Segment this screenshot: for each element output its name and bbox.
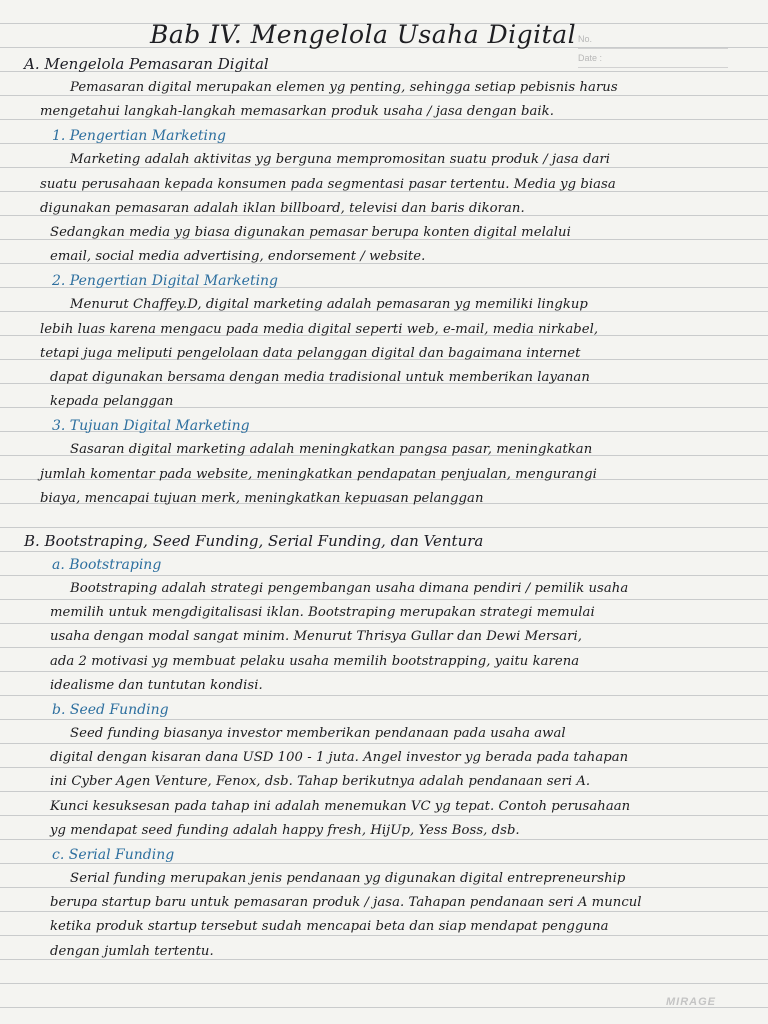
text-line: ketika produk startup tersebut sudah mencapai beta dan siap mendapat pengguna [50, 919, 609, 935]
text-line: dengan jumlah tertentu. [50, 943, 214, 959]
page-title: Bab IV. Mengelola Usaha Digital [150, 20, 577, 49]
text-line: digital dengan kisaran dana USD 100 - 1 juta. Angel investor yg berada pada tahapan [50, 750, 629, 766]
text-line: ada 2 motivasi yg membuat pelaku usaha memilih bootstrapping, yaitu karena [50, 653, 580, 669]
text-line: Menurut Chaffey.D, digital marketing adalah pemasaran yg memiliki lingkup [70, 297, 588, 313]
text-line: Sedangkan media yg biasa digunakan pemasar berupa konten digital melalui [50, 225, 571, 241]
text-line: suatu perusahaan kepada konsumen pada segmentasi pasar tertentu. Media yg biasa [40, 176, 616, 192]
text-line: Serial funding merupakan jenis pendanaan yg digunakan digital entrepreneurship [70, 871, 626, 887]
text-line: idealisme dan tuntutan kondisi. [50, 677, 263, 693]
text-line: Seed funding biasanya investor memberikan pendanaan pada usaha awal [70, 726, 566, 742]
subheading-pengertian-digital-marketing: 2. Pengertian Digital Marketing [52, 273, 279, 290]
subheading-bootstraping: a. Bootstraping [52, 557, 162, 574]
text-line: mengetahui langkah-langkah memasarkan produk usaha / jasa dengan baik. [40, 104, 554, 120]
text-line: jumlah komentar pada website, meningkatkan pendapatan penjualan, mengurangi [40, 466, 597, 482]
subheading-tujuan-digital-marketing: 3. Tujuan Digital Marketing [52, 418, 250, 435]
text-line: usaha dengan modal sangat minim. Menurut Thrisya Gullar dan Dewi Mersari, [50, 629, 582, 645]
no-label: No. [578, 30, 728, 49]
text-line: memilih untuk mengdigitalisasi iklan. Bootstraping merupakan strategi memulai [50, 605, 595, 621]
text-line: berupa startup baru untuk pemasaran produk / jasa. Tahapan pendanaan seri A muncul [50, 895, 642, 911]
brand-logo: MIRAGE [666, 996, 716, 1008]
text-line: Kunci kesuksesan pada tahap ini adalah menemukan VC yg tepat. Contoh perusahaan [50, 798, 631, 814]
section-a-heading: A. Mengelola Pemasaran Digital [24, 55, 269, 73]
subheading-seed-funding: b. Seed Funding [52, 702, 169, 719]
text-line: kepada pelanggan [50, 394, 174, 410]
text-line: dapat digunakan bersama dengan media tradisional untuk memberikan layanan [50, 370, 590, 386]
subheading-pengertian-marketing: 1. Pengertian Marketing [52, 128, 226, 145]
text-line: Sasaran digital marketing adalah meningkatkan pangsa pasar, meningkatkan [70, 442, 593, 458]
section-b-heading: B. Bootstraping, Seed Funding, Serial Funding, dan Ventura [24, 532, 484, 551]
text-line: Bootstraping adalah strategi pengembangan usaha dimana pendiri / pemilik usaha [70, 581, 629, 597]
text-line: tetapi juga meliputi pengelolaan data pelanggan digital dan bagaimana internet [40, 345, 581, 361]
text-line: biaya, mencapai tujuan merk, meningkatkan kepuasan pelanggan [40, 490, 484, 506]
text-line: Pemasaran digital merupakan elemen yg penting, sehingga setiap pebisnis harus [70, 80, 618, 95]
subheading-serial-funding: c. Serial Funding [52, 847, 175, 864]
date-label: Date : [578, 49, 728, 68]
text-line: email, social media advertising, endorsement / website. [50, 249, 426, 265]
text-line: digunakan pemasaran adalah iklan billboard, televisi dan baris dikoran. [40, 200, 525, 216]
text-line: Marketing adalah aktivitas yg berguna mempromositan suatu produk / jasa dari [70, 152, 611, 168]
text-line: ini Cyber Agen Venture, Fenox, dsb. Tahap berikutnya adalah pendanaan seri A. [50, 774, 591, 790]
text-line: lebih luas karena mengacu pada media digital seperti web, e-mail, media nirkabel, [40, 321, 599, 337]
notes-body [24, 52, 754, 964]
text-line: yg mendapat seed funding adalah happy fresh, HijUp, Yess Boss, dsb. [50, 822, 520, 838]
